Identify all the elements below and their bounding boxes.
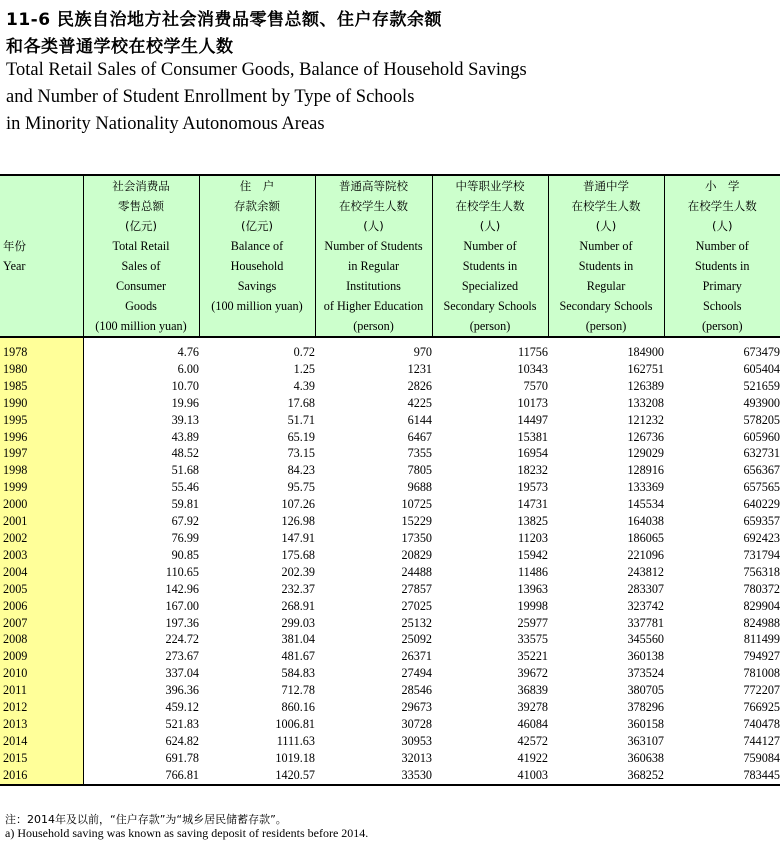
higher-education-cell: 15229 — [401, 514, 432, 529]
household-savings-cell: 268.91 — [281, 598, 315, 613]
retail-sales-cell: 67.92 — [171, 514, 199, 529]
retail-sales-cell: 691.78 — [165, 750, 199, 765]
regular-secondary-cell: 360138 — [627, 649, 664, 664]
household-savings-cell: 4.39 — [293, 378, 315, 393]
header-en-line: Sales of — [121, 259, 161, 273]
specialized-secondary-cell: 42572 — [517, 733, 548, 748]
regular-secondary-cell: 378296 — [627, 700, 664, 715]
header-en-line: Consumer — [115, 279, 167, 293]
retail-sales-cell: 39.13 — [171, 412, 199, 427]
header-en-line: Savings — [237, 279, 277, 293]
higher-education-cell: 28546 — [401, 683, 432, 698]
header-en-line: Balance of — [230, 239, 284, 253]
higher-education-cell: 4225 — [407, 395, 432, 410]
specialized-secondary-cell: 13825 — [517, 514, 548, 529]
regular-secondary-cell: 360638 — [627, 750, 664, 765]
header-unit-cn: (亿元) — [125, 219, 157, 233]
specialized-secondary-cell: 7570 — [523, 378, 548, 393]
household-savings-cell: 126.98 — [281, 514, 315, 529]
retail-sales-cell: 51.68 — [171, 463, 199, 478]
household-savings-cell: 584.83 — [281, 666, 315, 681]
higher-education-cell: 30953 — [401, 733, 432, 748]
table-row — [0, 445, 780, 462]
primary-schools-cell: 632731 — [743, 446, 780, 461]
column-header-specialized-secondary — [432, 175, 548, 337]
table-row — [0, 750, 780, 767]
primary-schools-cell: 744127 — [743, 733, 780, 748]
retail-sales-cell: 10.70 — [171, 378, 199, 393]
specialized-secondary-cell: 14497 — [517, 412, 548, 427]
higher-education-cell: 7355 — [407, 446, 432, 461]
header-unit-en: (100 million yuan) — [95, 319, 187, 333]
regular-secondary-cell: 128916 — [627, 463, 664, 478]
higher-education-cell: 30728 — [401, 716, 432, 731]
header-unit-en: (person) — [585, 319, 627, 333]
title-cn-line2: 和各类普通学校在校学生人数 — [6, 37, 234, 57]
higher-education-cell: 27857 — [401, 581, 432, 596]
specialized-secondary-cell: 19998 — [517, 598, 548, 613]
specialized-secondary-cell: 33575 — [517, 632, 548, 647]
regular-secondary-cell: 380705 — [627, 683, 664, 698]
header-en-line: Students in — [694, 259, 750, 273]
year-cell: 1996 — [0, 429, 83, 446]
year-cell: 2008 — [0, 631, 83, 648]
year-cell: 1999 — [0, 479, 83, 496]
regular-secondary-cell: 186065 — [627, 530, 664, 545]
higher-education-cell: 17350 — [401, 530, 432, 545]
household-savings-cell: 712.78 — [281, 683, 315, 698]
column-header-primary-schools — [664, 175, 780, 337]
header-unit-en: (person) — [469, 319, 511, 333]
column-header-retail-sales — [83, 175, 199, 337]
footnote-en: a) Household saving was known as saving deposit of residents before 2014. — [5, 826, 369, 840]
primary-schools-cell: 811499 — [743, 632, 780, 647]
year-header — [0, 175, 83, 337]
header-cn-line: 在校学生人数 — [571, 199, 641, 213]
retail-sales-cell: 6.00 — [177, 361, 199, 376]
primary-schools-cell: 794927 — [743, 649, 780, 664]
retail-sales-cell: 76.99 — [171, 530, 199, 545]
header-unit-cn: (人) — [479, 219, 501, 233]
header-en-line: Specialized — [461, 279, 519, 293]
specialized-secondary-cell: 25977 — [517, 615, 548, 630]
primary-schools-cell: 766925 — [743, 700, 780, 715]
table-body — [0, 337, 780, 785]
higher-education-cell: 6144 — [407, 412, 432, 427]
higher-education-cell: 10725 — [401, 497, 432, 512]
specialized-secondary-cell: 13963 — [517, 581, 548, 596]
retail-sales-cell: 43.89 — [171, 429, 199, 444]
header-en-line: Number of — [463, 239, 517, 253]
title-cn-line1: 11-6 民族自治地方社会消费品零售总额、住户存款余额 — [6, 10, 442, 30]
year-cell: 2011 — [0, 682, 83, 699]
table-row — [0, 479, 780, 496]
header-cn-line: 在校学生人数 — [455, 199, 525, 213]
household-savings-cell: 1111.63 — [276, 733, 315, 748]
household-savings-cell: 202.39 — [281, 564, 315, 579]
retail-sales-cell: 396.36 — [165, 683, 199, 698]
year-header-cn: 年份 — [3, 239, 26, 253]
specialized-secondary-cell: 11756 — [517, 345, 548, 359]
retail-sales-cell: 337.04 — [165, 666, 199, 681]
footnote-cn: 注：2014年及以前，“住户存款”为“城乡居民储蓄存款”。 — [5, 813, 287, 826]
primary-schools-cell: 692423 — [743, 530, 780, 545]
header-unit-en: (person) — [353, 319, 394, 333]
year-cell: 2012 — [0, 699, 83, 716]
table-row — [0, 648, 780, 665]
retail-sales-cell: 273.67 — [165, 649, 199, 664]
header-unit-cn: (亿元) — [241, 219, 273, 233]
higher-education-cell: 7805 — [407, 463, 432, 478]
regular-secondary-cell: 363107 — [627, 733, 664, 748]
higher-education-cell: 26371 — [401, 649, 432, 664]
retail-sales-cell: 142.96 — [165, 581, 199, 596]
table-row — [0, 716, 780, 733]
higher-education-cell: 1231 — [407, 361, 432, 376]
regular-secondary-cell: 373524 — [627, 666, 664, 681]
household-savings-cell: 51.71 — [287, 412, 315, 427]
higher-education-cell: 33530 — [315, 767, 432, 785]
year-cell: 2009 — [0, 648, 83, 665]
header-en-line: Students in — [578, 259, 634, 273]
retail-sales-cell: 197.36 — [165, 615, 199, 630]
higher-education-cell: 2826 — [407, 378, 432, 393]
specialized-secondary-cell: 10343 — [517, 361, 548, 376]
specialized-secondary-cell: 16954 — [517, 446, 548, 461]
table-row — [0, 631, 780, 648]
retail-sales-cell: 48.52 — [171, 446, 199, 461]
header-en-line: of Higher Education — [323, 299, 424, 313]
regular-secondary-cell: 129029 — [627, 446, 664, 461]
retail-sales-cell: 55.46 — [171, 480, 199, 495]
title-en-line1: Total Retail Sales of Consumer Goods, Balance of Household Savings — [6, 60, 527, 80]
household-savings-cell: 232.37 — [281, 581, 315, 596]
year-cell: 2002 — [0, 530, 83, 547]
header-en-line: Number of — [579, 239, 633, 253]
retail-sales-cell: 110.65 — [165, 564, 199, 579]
specialized-secondary-cell: 35221 — [517, 649, 548, 664]
table-row — [0, 699, 780, 716]
higher-education-cell: 6467 — [407, 429, 432, 444]
primary-schools-cell: 756318 — [743, 564, 780, 579]
primary-schools-cell: 493900 — [743, 395, 780, 410]
household-savings-cell: 65.19 — [287, 429, 315, 444]
household-savings-cell: 299.03 — [281, 615, 315, 630]
header-cn-line: 普通中学 — [583, 179, 629, 193]
year-cell: 1998 — [0, 462, 83, 479]
specialized-secondary-cell: 11203 — [517, 530, 548, 545]
year-cell: 2007 — [0, 615, 83, 632]
regular-secondary-cell: 323742 — [627, 598, 664, 613]
retail-sales-cell: 59.81 — [171, 497, 199, 512]
primary-schools-cell: 521659 — [743, 378, 780, 393]
header-unit-en: (100 million yuan) — [211, 299, 303, 313]
household-savings-cell: 1019.18 — [275, 750, 315, 765]
retail-sales-cell: 624.82 — [165, 733, 199, 748]
primary-schools-cell: 605960 — [743, 429, 780, 444]
header-en-line: Primary — [702, 279, 742, 293]
regular-secondary-cell: 184900 — [627, 345, 664, 359]
header-en-line: Total Retail — [112, 239, 170, 253]
specialized-secondary-cell: 41003 — [432, 767, 548, 785]
regular-secondary-cell: 121232 — [627, 412, 664, 427]
table-row — [0, 412, 780, 429]
table-row — [0, 378, 780, 395]
table-row — [0, 733, 780, 750]
primary-schools-cell: 780372 — [743, 581, 780, 596]
primary-schools-cell: 578205 — [743, 412, 780, 427]
table-row — [0, 615, 780, 632]
specialized-secondary-cell: 15942 — [517, 547, 548, 562]
primary-schools-cell: 673479 — [743, 345, 780, 359]
regular-secondary-cell: 283307 — [627, 581, 664, 596]
specialized-secondary-cell: 46084 — [517, 716, 548, 731]
year-cell: 1997 — [0, 445, 83, 462]
header-cn-line: 在校学生人数 — [339, 199, 408, 213]
higher-education-cell: 27494 — [401, 666, 432, 681]
higher-education-cell: 25132 — [401, 615, 432, 630]
header-cn-line: 中等职业学校 — [455, 179, 525, 193]
regular-secondary-cell: 162751 — [627, 361, 664, 376]
retail-sales-cell: 19.96 — [171, 395, 199, 410]
specialized-secondary-cell: 36839 — [517, 683, 548, 698]
regular-secondary-cell: 145534 — [627, 497, 664, 512]
regular-secondary-cell: 243812 — [627, 564, 664, 579]
year-cell: 2005 — [0, 581, 83, 598]
higher-education-cell: 25092 — [401, 632, 432, 647]
household-savings-cell: 1006.81 — [275, 716, 315, 731]
retail-sales-cell: 459.12 — [165, 700, 199, 715]
primary-schools-cell: 731794 — [743, 547, 780, 562]
data-table — [0, 174, 780, 786]
primary-schools-cell: 656367 — [743, 463, 780, 478]
column-header-regular-secondary — [548, 175, 664, 337]
specialized-secondary-cell: 14731 — [517, 497, 548, 512]
table-row — [0, 581, 780, 598]
household-savings-cell: 0.72 — [293, 345, 315, 359]
header-en-line: Number of — [695, 239, 749, 253]
year-cell: 2000 — [0, 496, 83, 513]
table-row — [0, 462, 780, 479]
header-cn-line: 存款余额 — [234, 199, 280, 213]
primary-schools-cell: 783445 — [664, 767, 780, 785]
header-cn-line: 普通高等院校 — [339, 179, 408, 193]
header-en-line: Goods — [125, 299, 157, 313]
regular-secondary-cell: 126736 — [627, 429, 664, 444]
higher-education-cell: 970 — [413, 345, 432, 359]
primary-schools-cell: 659357 — [743, 514, 780, 529]
specialized-secondary-cell: 18232 — [517, 463, 548, 478]
household-savings-cell: 481.67 — [281, 649, 315, 664]
primary-schools-cell: 605404 — [743, 361, 780, 376]
regular-secondary-cell: 133208 — [627, 395, 664, 410]
header-en-line: Secondary Schools — [443, 299, 537, 313]
higher-education-cell: 29673 — [401, 700, 432, 715]
year-cell: 1995 — [0, 412, 83, 429]
column-header-higher-education — [315, 175, 432, 337]
specialized-secondary-cell: 15381 — [517, 429, 548, 444]
higher-education-cell: 20829 — [401, 547, 432, 562]
specialized-secondary-cell: 19573 — [517, 480, 548, 495]
regular-secondary-cell: 360158 — [627, 716, 664, 731]
specialized-secondary-cell: 39278 — [517, 700, 548, 715]
header-unit-cn: (人) — [595, 219, 617, 233]
table-row — [0, 429, 780, 446]
retail-sales-cell: 521.83 — [165, 716, 199, 731]
household-savings-cell: 860.16 — [281, 700, 315, 715]
regular-secondary-cell: 337781 — [627, 615, 664, 630]
retail-sales-cell: 167.00 — [165, 598, 199, 613]
primary-schools-cell: 640229 — [743, 497, 780, 512]
retail-sales-cell: 224.72 — [165, 632, 199, 647]
year-cell: 2001 — [0, 513, 83, 530]
table-row — [0, 361, 780, 378]
regular-secondary-cell: 133369 — [627, 480, 664, 495]
table-row — [0, 395, 780, 412]
primary-schools-cell: 781008 — [743, 666, 780, 681]
title-en-line3: in Minority Nationality Autonomous Areas — [6, 114, 325, 134]
header-unit-cn: (人) — [363, 219, 384, 233]
specialized-secondary-cell: 10173 — [517, 395, 548, 410]
regular-secondary-cell: 164038 — [627, 514, 664, 529]
regular-secondary-cell: 126389 — [627, 378, 664, 393]
household-savings-cell: 175.68 — [281, 547, 315, 562]
primary-schools-cell: 740478 — [743, 716, 780, 731]
table-row — [0, 598, 780, 615]
household-savings-cell: 1420.57 — [199, 767, 315, 785]
higher-education-cell: 27025 — [401, 598, 432, 613]
table-row — [0, 682, 780, 699]
header-en-line: Students in — [462, 259, 518, 273]
table-row — [0, 513, 780, 530]
header-unit-en: (person) — [701, 319, 743, 333]
header-cn-line: 社会消费品 — [112, 179, 170, 193]
table-row — [0, 530, 780, 547]
specialized-secondary-cell: 39672 — [517, 666, 548, 681]
year-cell: 1980 — [0, 361, 83, 378]
header-cn-line: 在校学生人数 — [687, 199, 757, 213]
regular-secondary-cell: 345560 — [627, 632, 664, 647]
year-cell: 2004 — [0, 564, 83, 581]
header-cn-line: 零售总额 — [118, 199, 164, 213]
year-cell: 1990 — [0, 395, 83, 412]
regular-secondary-cell: 368252 — [548, 767, 664, 785]
header-row — [0, 175, 780, 337]
household-savings-cell: 381.04 — [281, 632, 315, 647]
household-savings-cell: 73.15 — [287, 446, 315, 461]
table-row — [0, 547, 780, 564]
primary-schools-cell: 657565 — [743, 480, 780, 495]
header-en-line: in Regular — [347, 259, 400, 273]
table-row — [0, 337, 780, 361]
year-cell: 2013 — [0, 716, 83, 733]
year-cell: 2016 — [0, 767, 83, 785]
household-savings-cell: 17.68 — [287, 395, 315, 410]
household-savings-cell: 1.25 — [293, 361, 315, 376]
title-en-line2: and Number of Student Enrollment by Type of Schools — [6, 87, 415, 107]
table-row — [0, 496, 780, 513]
header-en-line: Number of Students — [324, 239, 423, 253]
primary-schools-cell: 759084 — [743, 750, 780, 765]
retail-sales-cell: 766.81 — [83, 767, 199, 785]
year-cell: 1985 — [0, 378, 83, 395]
header-en-line: Institutions — [346, 279, 401, 293]
header-en-line: Schools — [702, 299, 742, 313]
table-row — [0, 665, 780, 682]
primary-schools-cell: 824988 — [743, 615, 780, 630]
column-header-household-savings — [199, 175, 315, 337]
household-savings-cell: 95.75 — [287, 480, 315, 495]
year-cell: 2014 — [0, 733, 83, 750]
household-savings-cell: 107.26 — [281, 497, 315, 512]
table-row — [0, 767, 780, 785]
household-savings-cell: 147.91 — [281, 530, 315, 545]
year-header-en: Year — [3, 259, 26, 273]
household-savings-cell: 84.23 — [287, 463, 315, 478]
table-row — [0, 564, 780, 581]
header-en-line: Household — [230, 259, 284, 273]
year-cell: 2003 — [0, 547, 83, 564]
header-cn-line: 住 户 — [239, 179, 275, 193]
higher-education-cell: 9688 — [407, 480, 432, 495]
header-cn-line: 小 学 — [705, 179, 740, 193]
primary-schools-cell: 772207 — [743, 683, 780, 698]
specialized-secondary-cell: 11486 — [517, 564, 548, 579]
retail-sales-cell: 90.85 — [171, 547, 199, 562]
higher-education-cell: 32013 — [401, 750, 432, 765]
header-unit-cn: (人) — [712, 219, 733, 233]
header-en-line: Regular — [586, 279, 626, 293]
retail-sales-cell: 4.76 — [177, 345, 199, 359]
regular-secondary-cell: 221096 — [627, 547, 664, 562]
higher-education-cell: 24488 — [401, 564, 432, 579]
year-cell: 2006 — [0, 598, 83, 615]
primary-schools-cell: 829904 — [743, 598, 780, 613]
year-cell: 2015 — [0, 750, 83, 767]
header-en-line: Secondary Schools — [559, 299, 653, 313]
year-cell: 2010 — [0, 665, 83, 682]
specialized-secondary-cell: 41922 — [517, 750, 548, 765]
year-cell: 1978 — [0, 337, 83, 361]
